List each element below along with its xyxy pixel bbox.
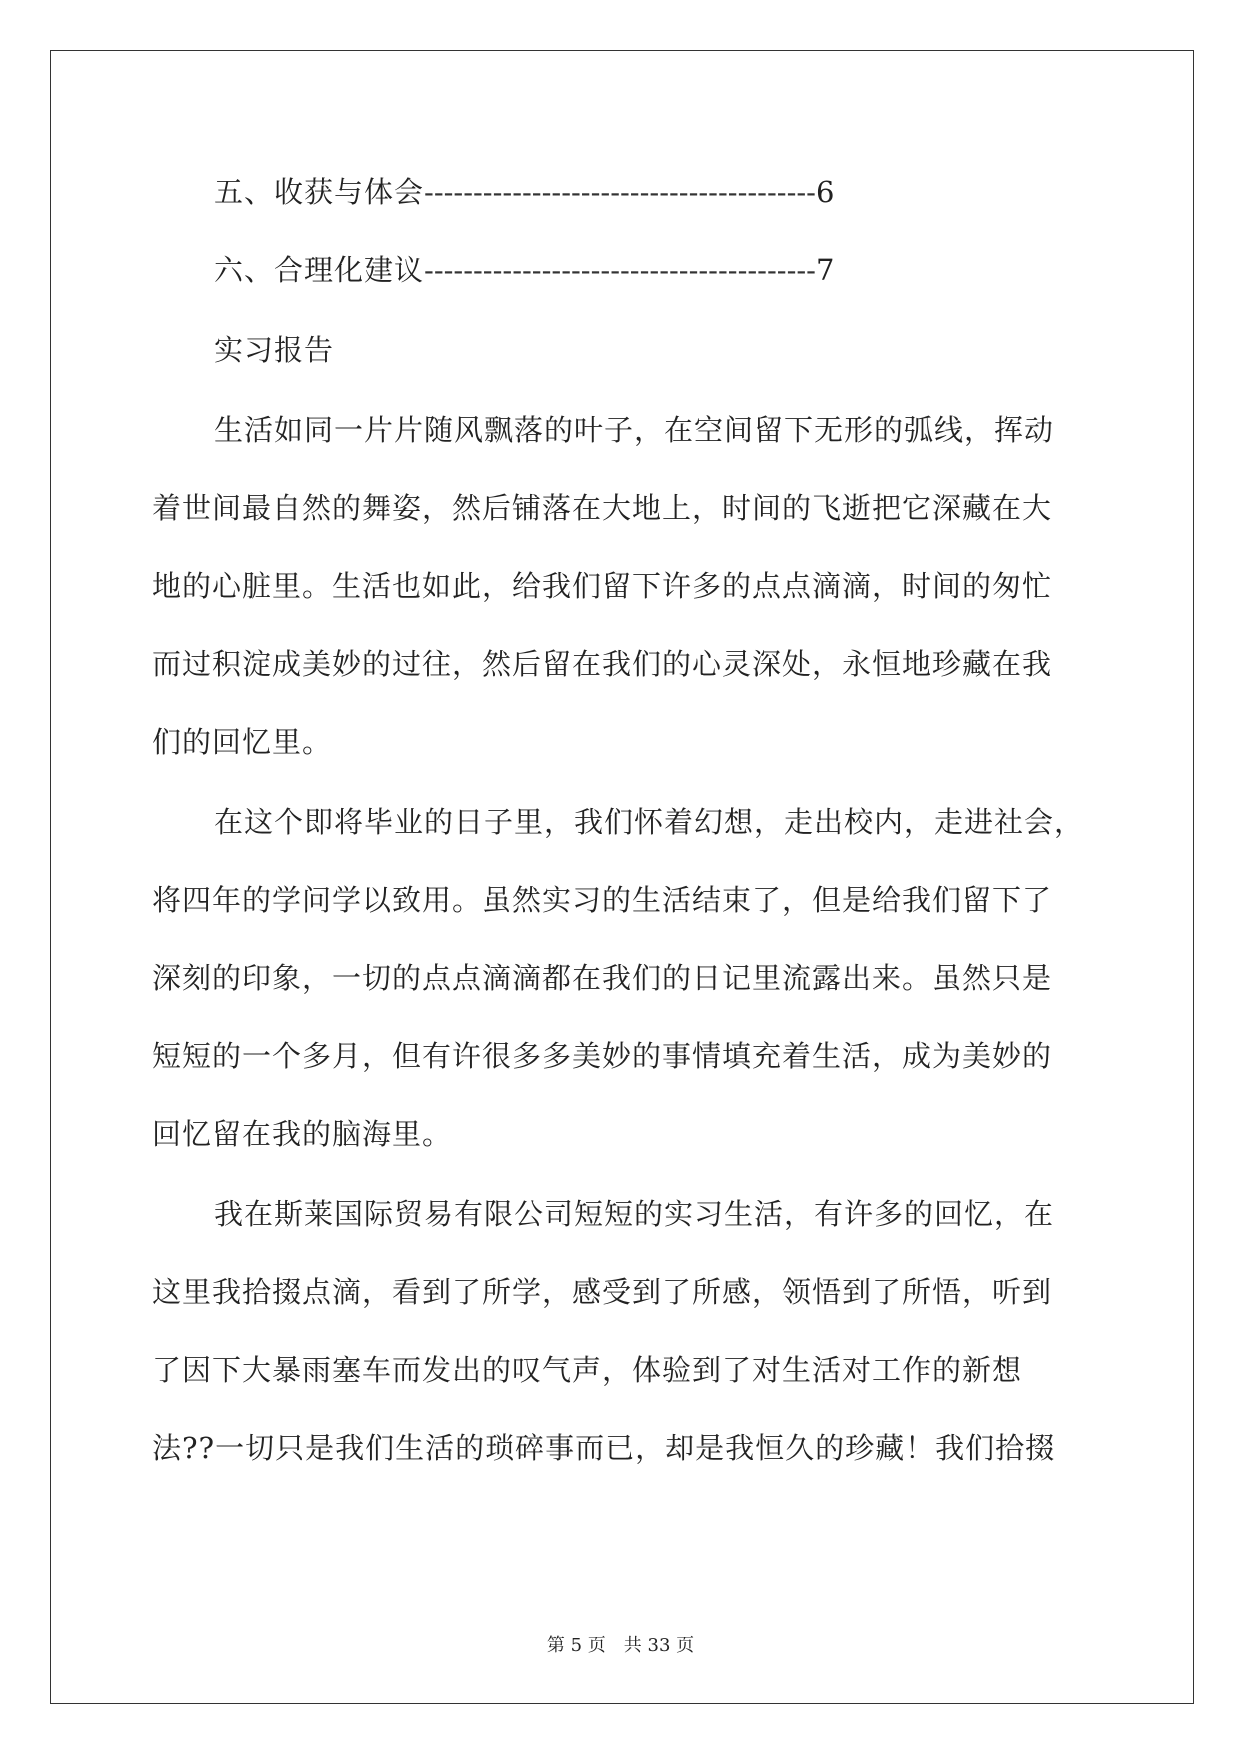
toc-entry-5 [214,174,1014,211]
paragraph-2-line-2: 将四年的学问学以致用。虽然实习的生活结束了，但是给我们留下了 [152,883,1053,917]
paragraph-3-line-3: 了因下大暴雨塞车而发出的叹气声，体验到了对生活对工作的新想 [152,1353,1023,1387]
paragraph-3-line-2: 这里我拾掇点滴，看到了所学，感受到了所感，领悟到了所悟，听到 [152,1275,1053,1309]
page-footer: 第 5 页 共 33 页 [546,1635,695,1656]
toc-entry-6 [214,252,1014,289]
paragraph-2-line-1: 在这个即将毕业的日子里，我们怀着幻想，走出校内，走进社会， [214,805,1085,839]
toc-page-number: 7 [815,253,836,287]
report-heading: 实习报告 [214,333,335,367]
toc-dashes: ---------------------------------------- [424,175,816,209]
paragraph-1-line-3: 地的心脏里。生活也如此，给我们留下许多的点点滴滴，时间的匆忙 [152,569,1053,603]
paragraph-1-line-5: 们的回忆里。 [152,725,333,759]
paragraph-1-line-2: 着世间最自然的舞姿，然后铺落在大地上，时间的飞逝把它深藏在大 [152,491,1053,525]
toc-label: 六、合理化建议 [214,253,425,287]
paragraph-2-line-4: 短短的一个多月，但有许很多多美妙的事情填充着生活，成为美妙的 [152,1039,1053,1073]
paragraph-3-line-1: 我在斯莱国际贸易有限公司短短的实习生活，有许多的回忆，在 [214,1197,1055,1231]
paragraph-2-line-5: 回忆留在我的脑海里。 [152,1117,453,1151]
toc-page-number: 6 [815,175,836,209]
paragraph-1-line-4: 而过积淀成美妙的过往，然后留在我们的心灵深处，永恒地珍藏在我 [152,647,1053,681]
toc-label: 五、收获与体会 [214,175,425,209]
paragraph-2-line-3: 深刻的印象，一切的点点滴滴都在我们的日记里流露出来。虽然只是 [152,961,1053,995]
paragraph-3-line-4: 法??一切只是我们生活的琐碎事而已，却是我恒久的珍藏！我们拾掇 [152,1431,1056,1465]
paragraph-1-line-1: 生活如同一片片随风飘落的叶子，在空间留下无形的弧线，挥动 [214,413,1055,447]
toc-dashes: ---------------------------------------- [424,253,816,287]
